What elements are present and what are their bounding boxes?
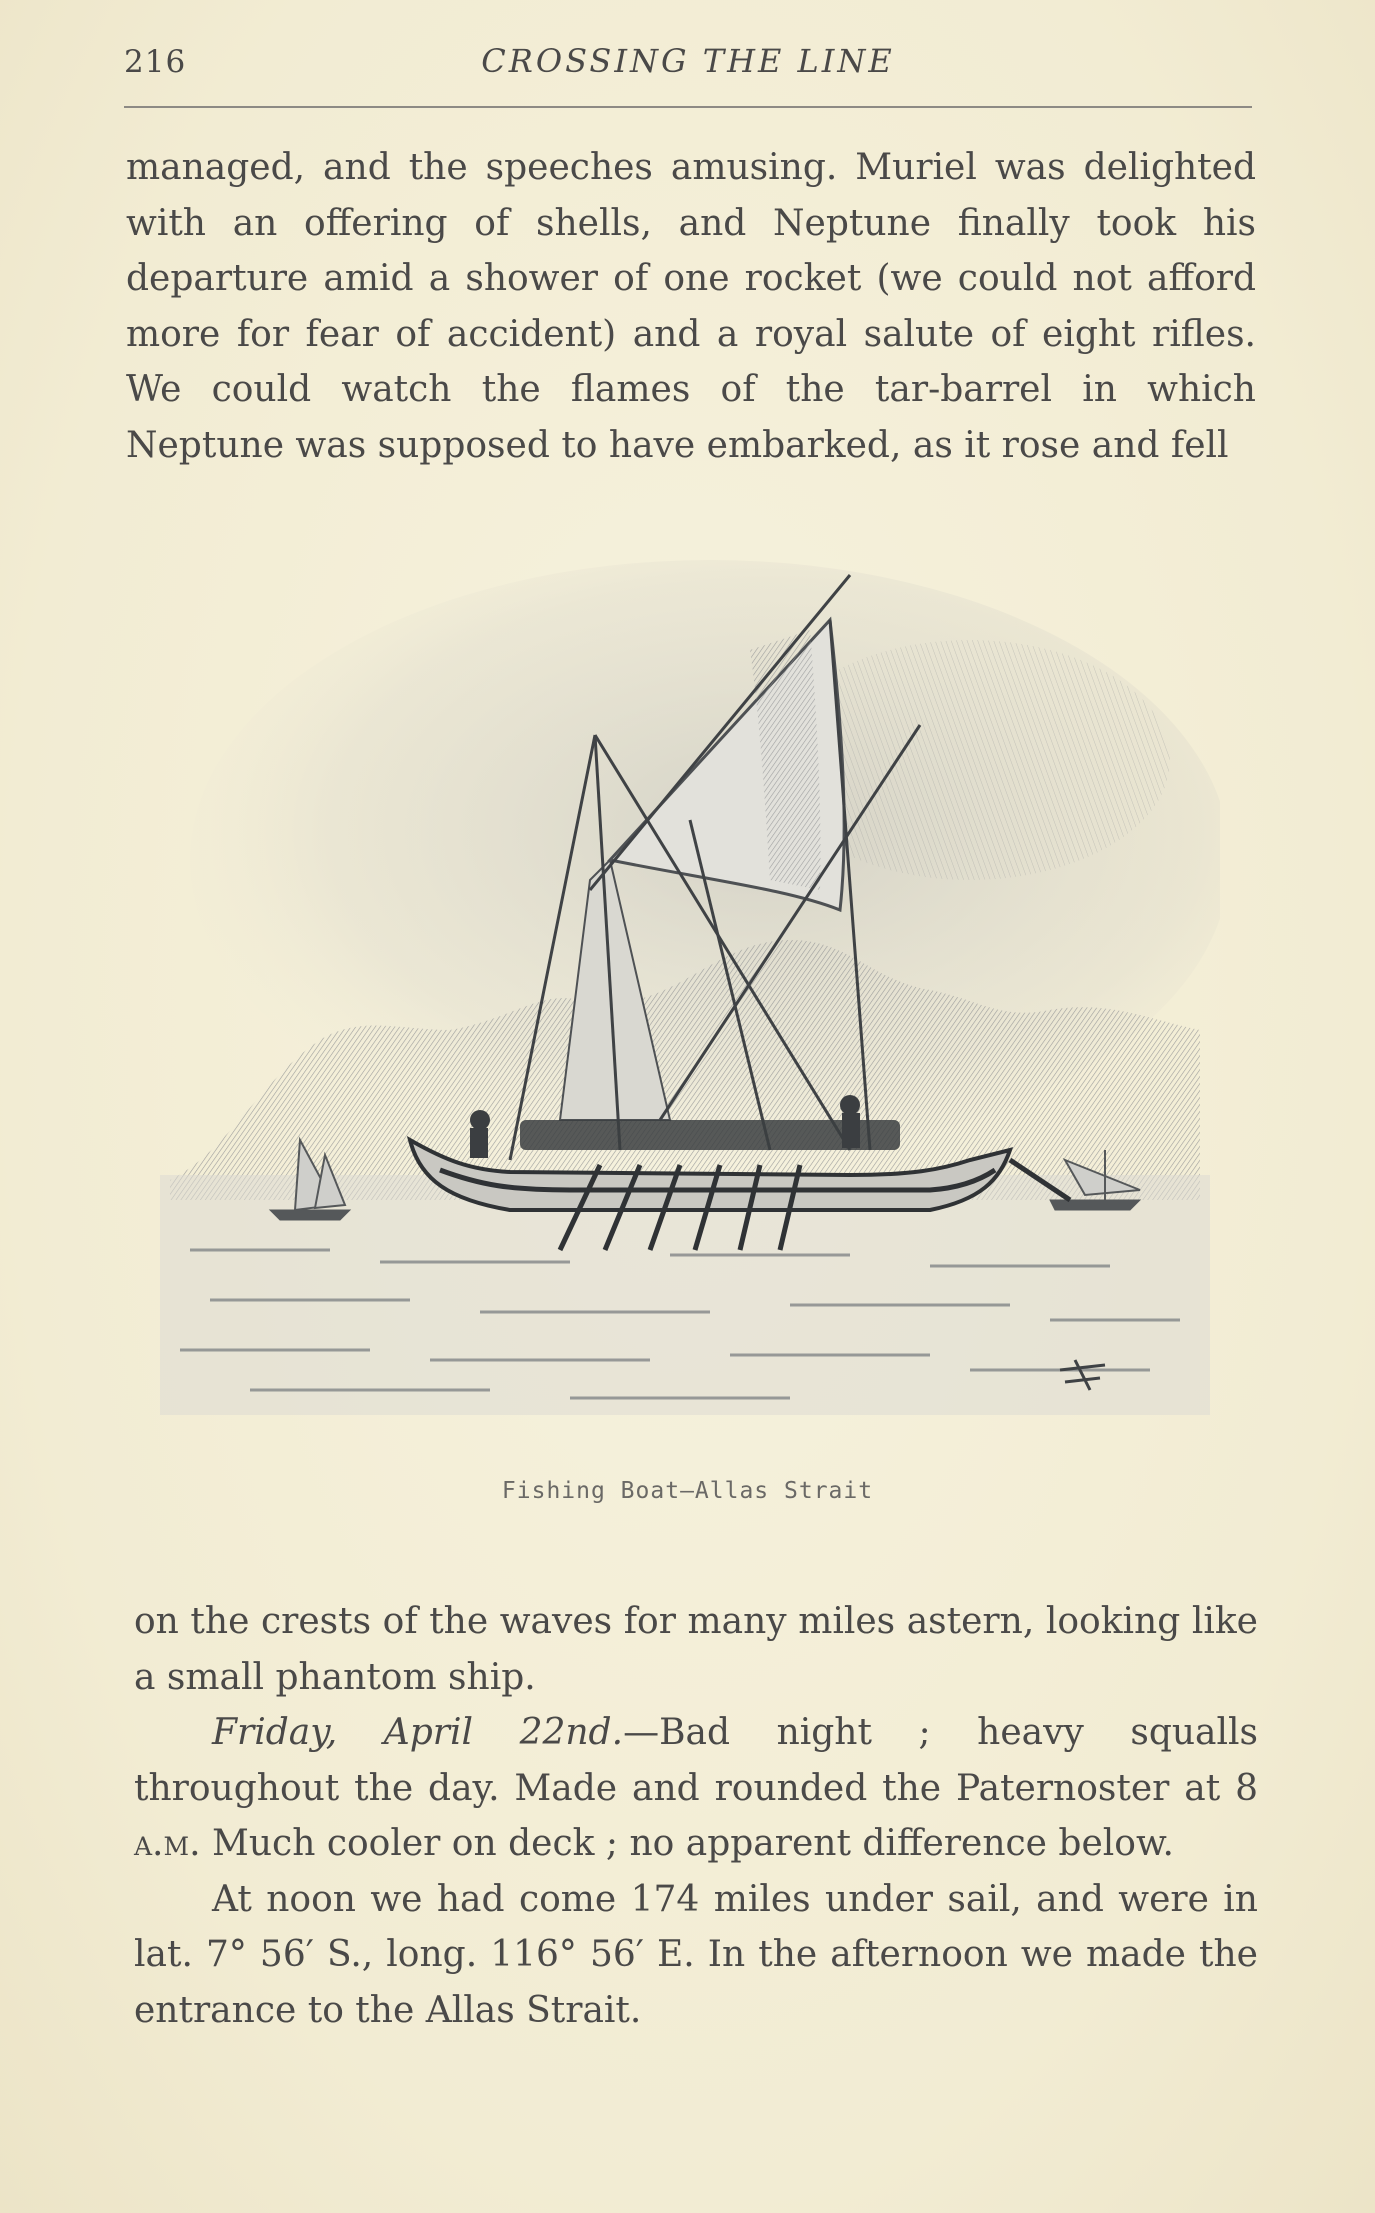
- top-paragraph: managed, and the speeches amusing. Muriel was delighted with an offering of shells, and Neptune finally took his departure amid a shower of one rocket (we could not afford more for fear of accident) and a royal salute of eight rifles. We could watch the flames of the tar-barrel in which Neptune was supposed to have embarked, as it rose and fell: [126, 147, 1256, 466]
- header-rule: [124, 106, 1252, 108]
- page-header: [124, 38, 1252, 88]
- bottom-text-block: [134, 1594, 1258, 2038]
- top-text-block: [126, 140, 1256, 473]
- page-number: 216: [124, 44, 187, 80]
- noon-paragraph: At noon we had come 174 miles under sail, and were in lat. 7° 56′ S., long. 116° 56′ E. In the afternoon we made the entrance to the Allas Strait.: [134, 1878, 1258, 2031]
- diary-entry-text-end: Much cooler on deck ; no apparent difference below.: [200, 1823, 1174, 1864]
- continuation-paragraph: on the crests of the waves for many miles astern, looking like a small phantom ship.: [134, 1601, 1258, 1698]
- diary-date: Friday, April 22nd.: [212, 1712, 624, 1753]
- running-title: CROSSING THE LINE: [481, 42, 895, 80]
- illustration-caption: Fishing Boat—Allas Strait: [501, 1478, 874, 1504]
- time-abbreviation: a.m.: [134, 1823, 201, 1864]
- fishing-boat-engraving: [150, 560, 1220, 1440]
- diary-entry-paragraph: [134, 1705, 1258, 1872]
- diary-entry-text: —Bad night ; heavy squalls throughout the day. Made and rounded the Paternoster at 8: [134, 1712, 1259, 1809]
